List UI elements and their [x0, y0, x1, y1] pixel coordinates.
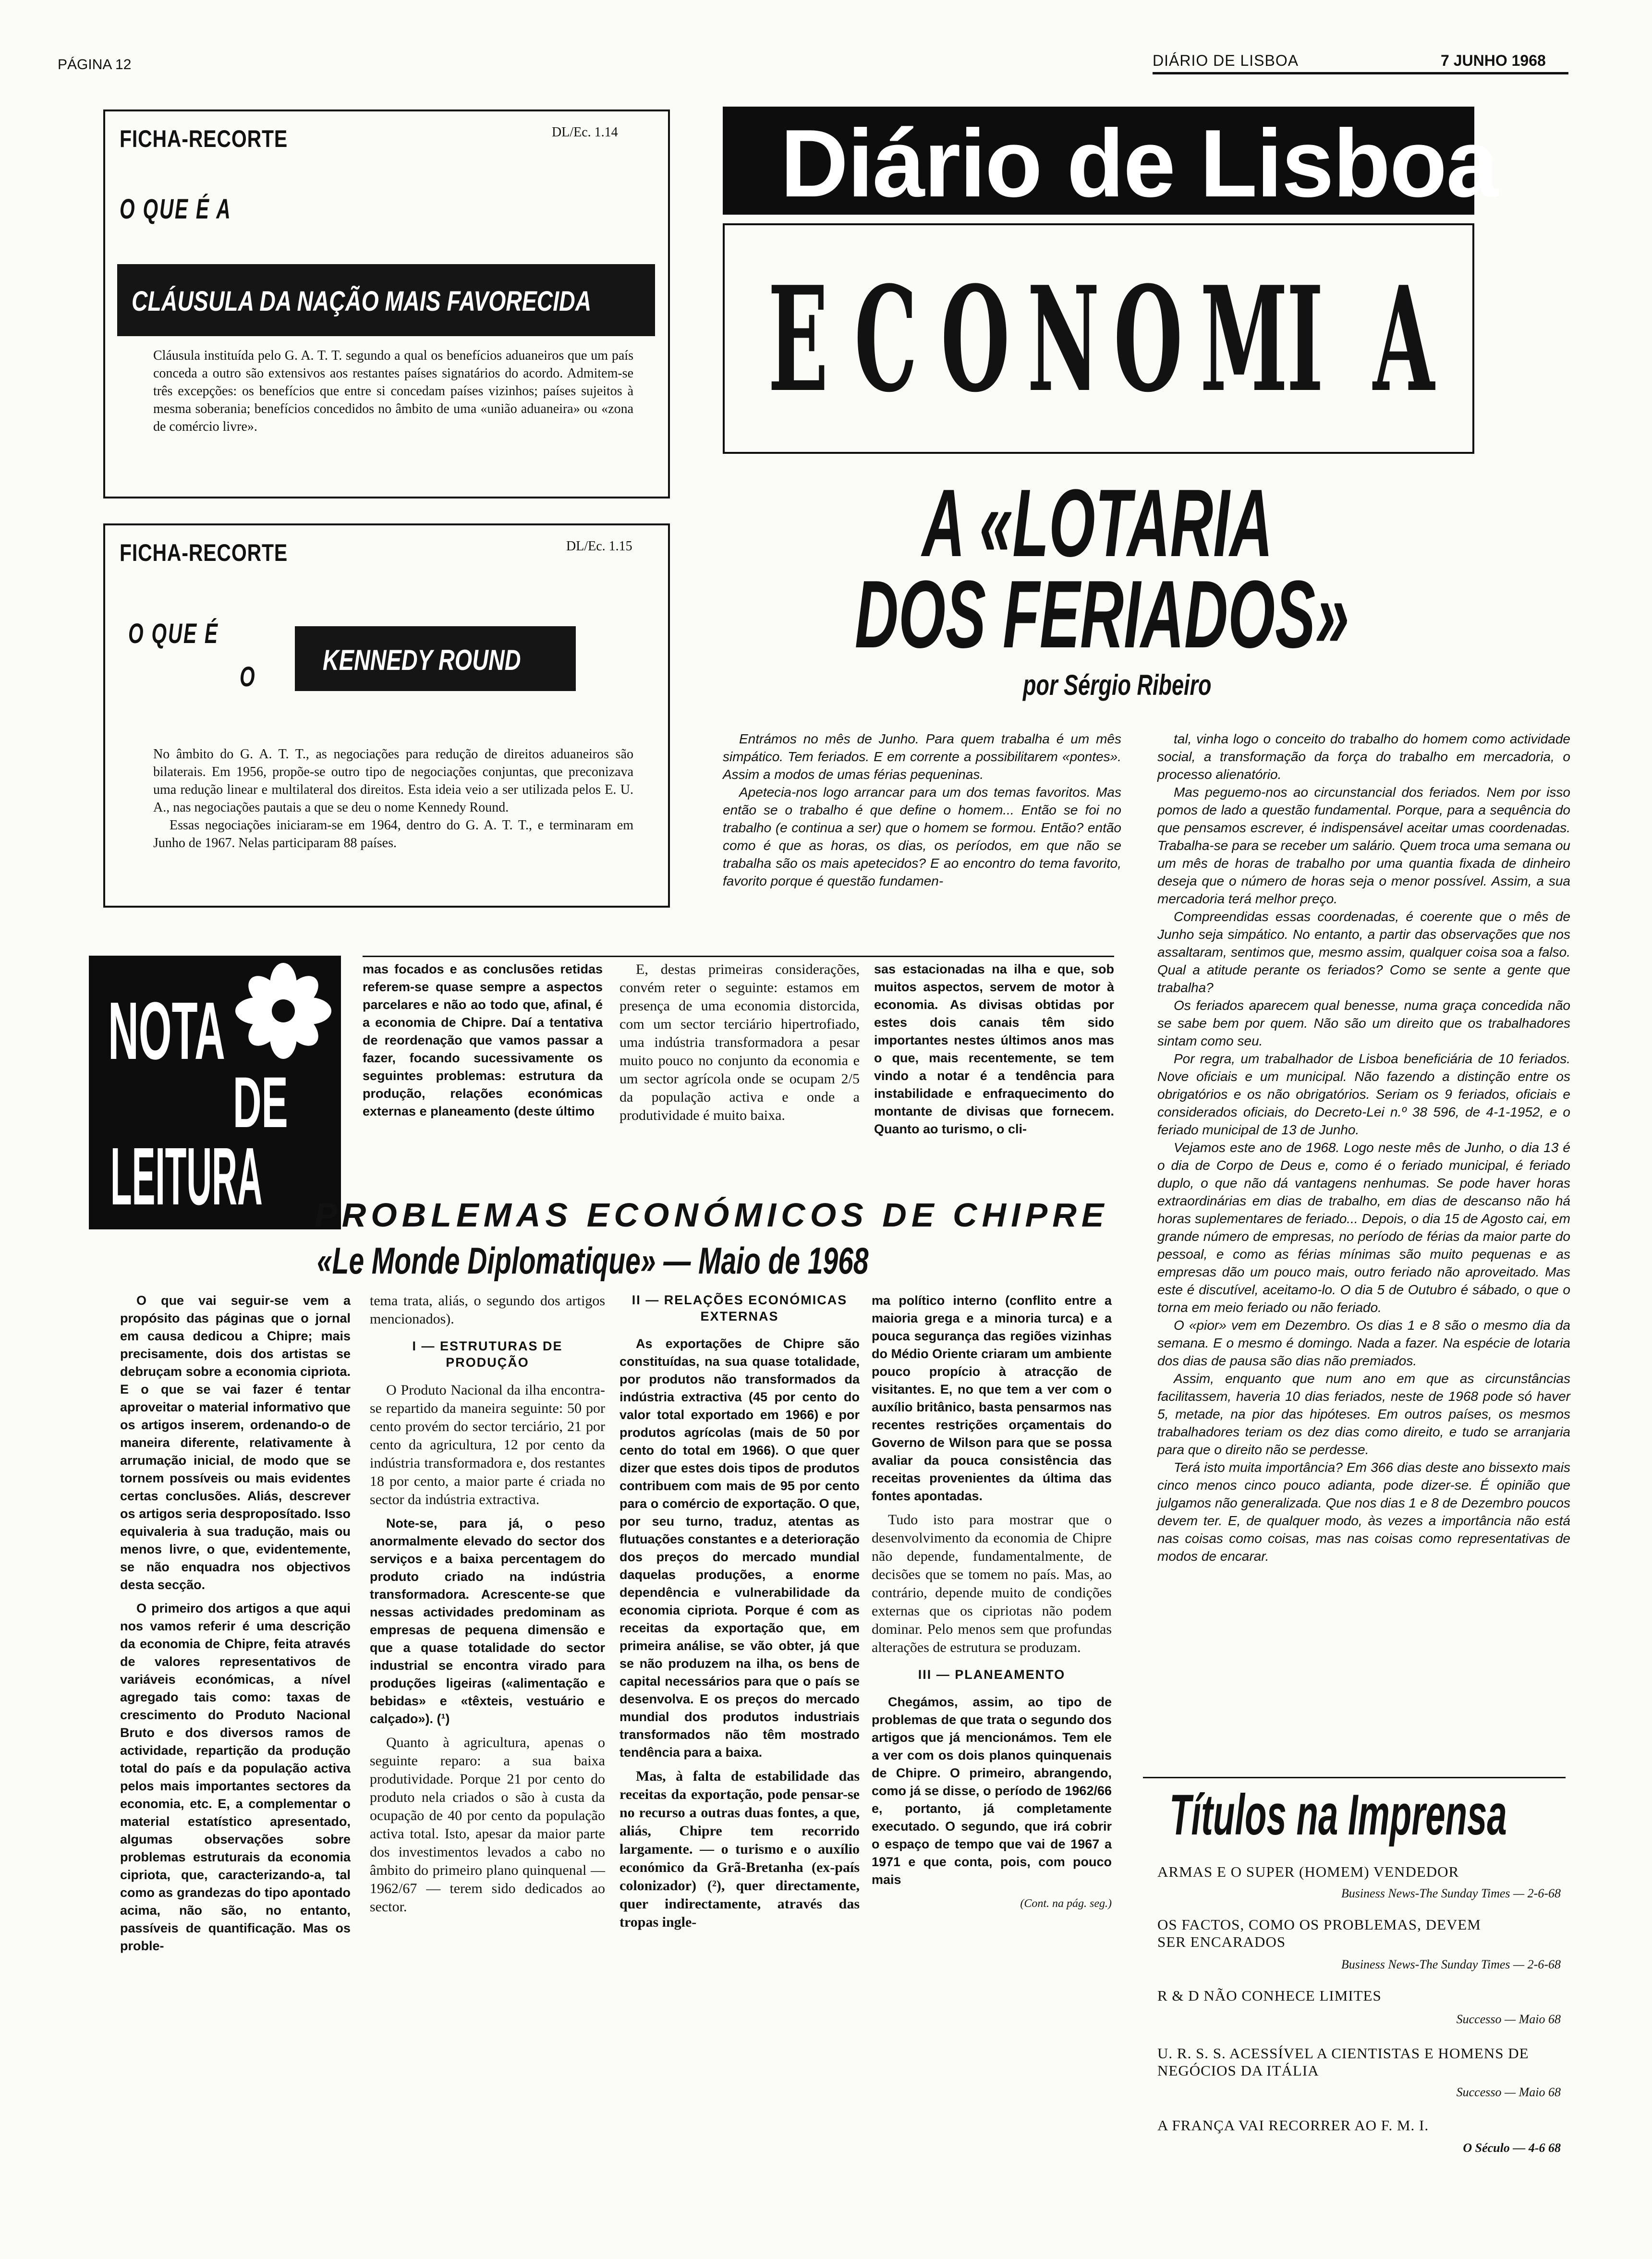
titulo-item: ARMAS E O SUPER (HOMEM) VENDEDOR [1157, 1863, 1459, 1880]
ficha-question: O QUE É [128, 618, 219, 649]
economia-letter: I [1287, 255, 1324, 424]
ficha-question: O QUE É A [120, 194, 232, 225]
ficha-banner [117, 264, 655, 336]
nota-intro-col-3: sas estacionadas na ilha e que, sob muitos aspectos, servem de motor à economia. As divisas obtidas por estes dois canais têm sido importantes nestes últimos anos mas o que, mais recentemente, se tem vindo a notar é a tendência para instabilidade e enfraquecimento do montante de divisas que fornecem. Quanto ao turismo, o cli- [874, 962, 1114, 1136]
titulo-source: Business News-The Sunday Times — 2-6-68 [1341, 1957, 1561, 1971]
lotaria-p: tal, vinha logo o conceito do trabalho do homem como actividade social, a transformação da força do trabalho em mercadoria, o processo alienatório. [1157, 731, 1570, 782]
economia-letters [768, 255, 1440, 424]
titulo-item: R & D NÃO CONHECE LIMITES [1157, 1987, 1382, 2004]
chipre-column-2 [370, 1292, 605, 1922]
chipre-p: Quanto à agricultura, apenas o seguinte reparo: a sua baixa produtividade. Porque 21 por cento do produto nela criados o são à custa da ocupação de 40 por cento da população activa total. Isto, apesar da maior parte dos investimentos levados a cabo no âmbito do primeiro plano quinquenal — 1962/67 — terem sido dedicados ao sector. [370, 1735, 605, 1915]
titulo-item: A FRANÇA VAI RECORRER AO F. M. I. [1157, 2117, 1429, 2134]
ficha-label: FICHA-RECORTE [120, 539, 288, 566]
chipre-p: Chegámos, assim, ao tipo de problemas de que trata o segundo dos artigos que já mencionámos. Tem ele a ver com os dois planos quinquenais de Chipre. O primeiro, abrangendo, como já se disse, o período de 1962/66 e, portanto, já completamente executado. O segundo, que irá cobrir o espaço de tempo que vai de 1967 a 1971 e que conta, pois, com pouco mais [872, 1695, 1112, 1887]
economia-letter: A [1373, 255, 1435, 424]
chipre-headline-1: PROBLEMAS ECONÓMICOS DE CHIPRE [315, 1196, 1109, 1234]
ficha-label: FICHA-RECORTE [120, 125, 288, 152]
ficha-banner [295, 626, 576, 691]
lotaria-p: Terá isto muita importância? Em 366 dias deste ano bissexto mais cinco menos cinco pouco adianta, pode dizer-se. É opinião que julgamos não generalizada. Que nos dias 1 e 8 de Dezembro poucos devem ter. E, de qualquer modo, às vezes a importância não está nas coisas como coisas, mas nas coisas como representativas de modos de encarar. [1157, 1460, 1570, 1564]
chipre-p: O Produto Nacional da ilha encontra-se repartido da maneira seguinte: 50 por cento provém do sector terciário, 21 por cento da agricultura, 12 por cento da indústria transformadora e, dos restantes 18 por cento, a maior parte é criada no sector da indústria extractiva. [370, 1382, 605, 1507]
chipre-column-3 [620, 1292, 860, 1937]
de-word: DE [233, 1062, 288, 1142]
section-heading-3: III — PLANEAMENTO [918, 1667, 1066, 1682]
chipre-column-1 [120, 1292, 351, 1961]
titulo-source: O Século — 4-6 68 [1463, 2141, 1561, 2155]
ficha-text-p2: Essas negociações iniciaram-se em 1964, dentro do G. A. T. T., e terminaram em Junho de 1967. Nelas participaram 88 países. [153, 818, 633, 850]
lotaria-p: Os feriados aparecem qual benesse, numa graça concedida não se sabe bem por quem. Não são um direito que os trabalhadores sintam como seu. [1157, 998, 1570, 1048]
lotaria-p: Mas peguemo-nos ao circunstancial dos feriados. Nem por isso pomos de lado a questão fundamental. Porque, para a sequência do que pensamos escrever, é indispensável aceitar umas coordenadas. Trabalha-se para se receber um salário. Quem troca uma semana ou um mês de horas de trabalho por uma quantia fixada de dinheiro deseja que o número de horas seja o menor possível. Assim, a sua mercadoria terá melhor preço. [1157, 785, 1570, 906]
nota-top-rule [363, 956, 1114, 957]
lotaria-column-2 [1157, 730, 1570, 1565]
ficha-question-o: O [240, 661, 256, 692]
masthead-title: Diário de Lisboa [780, 110, 1498, 217]
titulo-source: Business News-The Sunday Times — 2-6-68 [1341, 1886, 1561, 1900]
lotaria-p: Compreendidas essas coordenadas, é coerente que o mês de Junho seja simpático. No entanto, a partir das observações que nos assaltaram, sentimos que, mesmo assim, qualquer coisa soa a falso. Qual a atitude perante os feriados? Como se sente a gente que trabalha? [1157, 909, 1570, 995]
chipre-column-4 [872, 1292, 1112, 1913]
economia-letter: E [768, 255, 828, 424]
economia-letter: M [1200, 255, 1288, 424]
lotaria-byline: por Sérgio Ribeiro [1023, 669, 1212, 701]
lotaria-p: Por regra, um trabalhador de Lisboa beneficiária de 10 feriados. Nove oficiais e um municipal. Não fazendo a distinção entre os obrigatórios e os não obrigatórios. Seriam os 9 feriados, oficiais e considerados oficiais, do Decreto-Lei n.º 38 596, de 4-1-1952, e o feriado municipal de 13 de Junho. [1157, 1051, 1570, 1137]
lotaria-p: Entrámos no mês de Junho. Para quem trabalha é um mês simpático. Tem feriados. E em corrente a possibilitarem «pontes». Assim a modos de umas férias pequeninas. [723, 731, 1121, 782]
ficha-ref: DL/Ec. 1.15 [566, 539, 632, 554]
continued-note: (Cont. na pág. seg.) [1020, 1897, 1112, 1910]
titulo-item: OS FACTOS, COMO OS PROBLEMAS, DEVEM SER ENCARADOS [1157, 1916, 1481, 1950]
ficha-recorte-box-2 [103, 523, 670, 908]
economia-letter: N [1027, 255, 1100, 424]
lotaria-column-1 [723, 730, 1121, 890]
flower-icon [233, 960, 334, 1061]
page-number: PÁGINA 12 [58, 57, 132, 73]
chipre-p: tema trata, aliás, o segundo dos artigos mencionados). [370, 1293, 605, 1327]
header-rule [1153, 72, 1568, 74]
chipre-p: Tudo isto para mostrar que o desenvolvimento da economia de Chipre não depende, fundamentalmente, de decisões que se tomem no país. Mas, ao contrário, depende muito de condições externas que os cipriotas não podem dominar. Pelo menos sem que profundas alterações de estrutura se produzam. [872, 1512, 1112, 1655]
lotaria-p: O «pior» vem em Dezembro. Os dias 1 e 8 são o mesmo dia da semana. E o mesmo é domingo. Nada a fazer. Na espécie de lotaria dos dias de pausa são dias não premiados. [1157, 1318, 1570, 1368]
lotaria-headline-2: DOS FERIADOS» [855, 561, 1349, 668]
ficha-banner-text: CLÁUSULA DA NAÇÃO MAIS FAVORECIDA [132, 286, 592, 317]
ficha-ref: DL/Ec. 1.14 [552, 125, 618, 140]
lotaria-p: Assim, enquanto que num ano em que as circunstâncias facilitassem, haveria 10 dias feriados, neste de 1968 pode só haver 5, metade, na pior das hipóteses. Em outros países, os mesmos trabalhadores teriam os dez dias como direito, e tudo se arranjaria para que o direito não se perdesse. [1157, 1371, 1570, 1457]
ficha-banner-text: KENNEDY ROUND [323, 644, 521, 676]
header-paper-name: DIÁRIO DE LISBOA [1153, 52, 1299, 69]
masthead-economia [723, 223, 1474, 454]
economia-letter: O [941, 255, 1010, 424]
economia-letter: O [1114, 255, 1183, 424]
titulos-list [1157, 1863, 1561, 2161]
chipre-headline-2: «Le Monde Diplomatique» — Maio de 1968 [317, 1239, 869, 1282]
chipre-p: As exportações de Chipre são constituídas, na sua quase totalidade, por produtos não transformados da indústria extractiva (45 por cento do valor total exportado em 1966) e por produtos agrícolas (mais de 50 por cento do total em 1966). O que quer dizer que estes dois tipos de produtos contribuem com mais de 95 por cento para o comércio de exportação. O que, por seu turno, traduz, atentas as flutuações constantes e a deterioração dos preços do mercado mundial daquelas produções, a enorme dependência e vulnerabilidade da economia cipriota. Porque é com as receitas da exportação que, em primeira análise, se vão obter, já que se não produzem na ilha, os bens de capital necessários para que o país se desenvolva. E os preços do mercado mundial dos produtos industriais transformados não têm mostrado tendência para a baixa. [620, 1336, 860, 1760]
titulos-heading: Títulos na Imprensa [1169, 1783, 1507, 1847]
nota-de-leitura-badge [89, 956, 341, 1229]
ficha-text: Cláusula instituída pelo G. A. T. T. segundo a qual os benefícios aduaneiros que um país conceda a outro são extensivos aos restantes países signatários do acordo. Admitem-se três excepções: os benefícios que entre si concedam países vizinhos; países sujeitos à mesma soberania; benefícios concedidos no âmbito de uma «união aduaneira» ou «zona de comércio livre». [153, 348, 633, 434]
chipre-p: O primeiro dos artigos a que aqui nos vamos referir é uma descrição da economia de Chipre, feita através de valores representativos de variáveis económicas, a nível agregado tais como: taxas de crescimento do Produto Nacional Bruto e dos diversos ramos de actividade, repartição da produção total do país e da população activa pelos mais importantes sectores da economia, etc. E, a complementar o material estatístico apresentado, algumas observações sobre problemas estruturais da economia cipriota, que, caracterizando-a, tal como as grandezas do tipo apontado acima, não são, no entanto, passíveis de quantificação. Mas os proble- [120, 1601, 351, 1953]
nota-intro-col-2: E, destas primeiras considerações, convém reter o seguinte: estamos em presença de uma economia distorcida, com um sector terciário hipertrofiado, uma indústria transformadora a pesar muito pouco no conjunto da economia e um sector agrícola onde se ocupam 2/5 da população activa e onde a produtividade é muito baixa. [620, 961, 860, 1123]
section-heading-2: II — RELAÇÕES ECONÓMICAS EXTERNAS [632, 1293, 848, 1324]
lotaria-headline-1: A «LOTARIA [922, 470, 1273, 577]
chipre-p: ma político interno (conflito entre a maioria grega e a minoria turca) e a pouca segurança das regiões vizinhas do Médio Oriente criaram um ambiente pouco propício à atracção de visitantes. E, no que tem a ver com o auxílio britânico, basta pensarmos nas recentes restrições orçamentais do Governo de Wilson para que se possa avaliar da pouca consistência das receitas provenientes da última das fontes apontadas. [872, 1293, 1112, 1503]
titulo-source: Successo — Maio 68 [1456, 2085, 1561, 2099]
masthead-title-band [723, 107, 1498, 217]
section-heading-1: I — ESTRUTURAS DE PRODUÇÃO [412, 1339, 563, 1370]
titulo-item: U. R. S. S. ACESSÍVEL A CIENTISTAS E HOMENS DE NEGÓCIOS DA ITÁLIA [1157, 2045, 1529, 2079]
chipre-p: Note-se, para já, o peso anormalmente elevado do sector dos serviços e a baixa percentagem do produto criado na indústria transformadora. Acrescente-se que nessas actividades predominam as empresas de pequena dimensão e que a quase totalidade do sector industrial se encontra virado para produções ligeiras («alimentação e bebidas» e «têxteis, vestuário e calçado»). (¹) [370, 1516, 605, 1726]
chipre-p: Mas, à falta de estabilidade das receitas da exportação, pode pensar-se no recurso a outras duas fontes, a que, aliás, Chipre tem recorrido largamente. — o turismo e o auxílio económico da Grã-Bretanha (ex-país colonizador) (²), quer directamente, quer indirectamente, através das tropas ingle- [620, 1768, 860, 1930]
lotaria-p: Apetecia-nos logo arrancar para um dos temas favoritos. Mas então se o trabalho é que define o homem... Então se foi no trabalho (e continua a ser) que o homem se formou. Então? então como é que as horas, os dias, os períodos, em que não se trabalha são os mais apetecidos? E ao encontro do tema favorito, favorito porque é questão fundamen- [723, 785, 1121, 888]
nota-intro-col-1: mas focados e as conclusões retidas referem-se quase sempre a aspectos parcelares e não ao todo que, afinal, é a economia de Chipre. Daí a tentativa de reordenação que vamos passar a fazer, focando sucessivamente os seguintes problemas: estrutura da produção, relações económicas externas e planeamento (deste último [363, 962, 603, 1118]
leitura-word: LEITURA [110, 1131, 263, 1222]
titulo-source: Successo — Maio 68 [1456, 2012, 1561, 2026]
economia-letter: C [854, 255, 918, 424]
lotaria-p: Vejamos este ano de 1968. Logo neste mês de Junho, o dia 13 é o dia de Corpo de Deus e, como é o feriado municipal, é feriado duplo, o que não dá vantagens nenhumas. Se pode haver horas extraordinárias em dias de trabalho, em dias de descanso não há horas suplementares de feriado... Depois, o dia 15 de Agosto cai, em grande número de empresas, no período de férias da maior parte do pessoal, e como as férias mínimas são muito pequenas e as empresas dão um pouco mais, outro feriado não aproveitado. Mas este é discutível, aceitamo-lo. O dia 5 de Outubro é sábado, o que o torna em meio feriado ou não feriado. [1157, 1140, 1570, 1315]
chipre-p: O que vai seguir-se vem a propósito das páginas que o jornal em causa dedicou a Chipre; mais precisamente, dois dos artistas se debruçam sobre a economia cipriota. E o que se vai fazer é tentar aproveitar o material informativo que os artigos inserem, ordenando-o de maneira diferente, relativamente à arrumação inicial, de modo que se tornem possíveis ou mais evidentes certas conclusões. Aliás, descrever os artigos seria desproposítado. Isso equivaleria à sua tradução, mais ou menos livre, o que, evidentemente, se não enquadra nos objectivos desta secção. [120, 1293, 351, 1592]
titulos-top-rule [1143, 1777, 1566, 1778]
ficha-text-p1: No âmbito do G. A. T. T., as negociações para redução de direitos aduaneiros são bilaterais. Em 1956, propõe-se outro tipo de negociações conjuntas, que preconizava uma redução linear e multilateral dos direitos. Esta ideia veio a ser utilizada pelos E. U. A., nas negociações pautais a que se deu o nome Kennedy Round. [153, 747, 633, 815]
header-date: 7 JUNHO 1968 [1441, 52, 1546, 69]
ficha-recorte-box-1 [103, 109, 670, 498]
nota-word: NOTA [108, 985, 225, 1077]
ficha-text [153, 745, 633, 852]
